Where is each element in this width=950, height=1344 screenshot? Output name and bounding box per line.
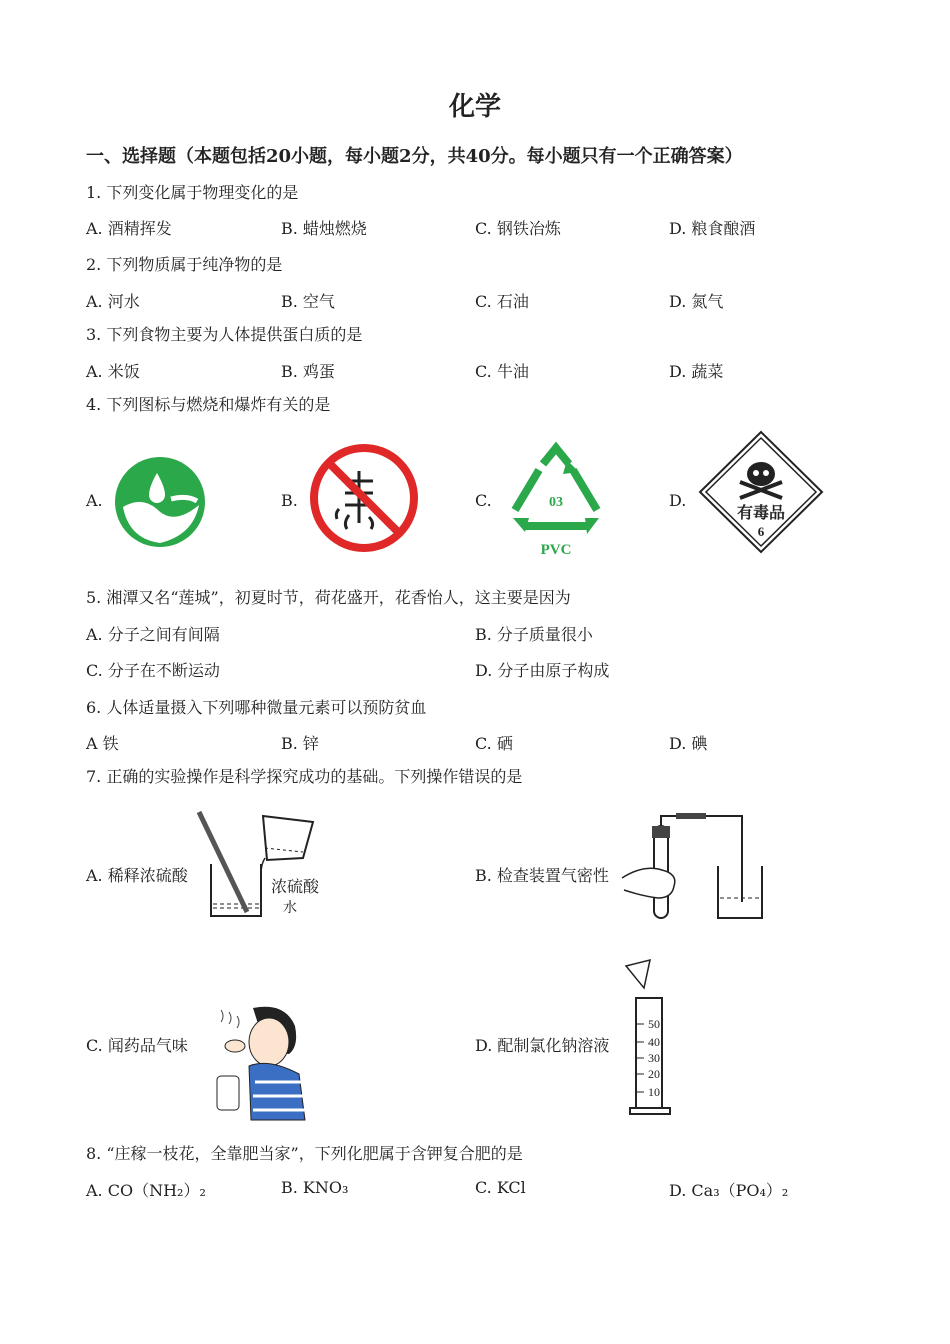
- q3-option-b: B. 鸡蛋: [281, 362, 335, 381]
- q2-option-d: D. 氮气: [669, 292, 724, 311]
- tick-50: 50: [648, 1017, 660, 1031]
- q2-option-b: B. 空气: [281, 292, 335, 311]
- question-4: 4. 下列图标与燃烧和爆炸有关的是: [86, 395, 331, 414]
- q8-option-a: A. CO（NH₂）₂: [86, 1181, 206, 1200]
- q3-option-d: D. 蔬菜: [669, 362, 724, 381]
- q4-option-c: C.: [475, 491, 492, 510]
- q8-option-d: D. Ca₃（PO₄）₂: [669, 1181, 789, 1200]
- section-heading: 一、选择题（本题包括20小题，每小题2分，共40分。每小题只有一个正确答案）: [86, 146, 743, 167]
- question-8: 8. “庄稼一枝花，全靠肥当家”，下列化肥属于含钾复合肥的是: [86, 1144, 523, 1163]
- q1-option-d: D. 粮食酿酒: [669, 219, 756, 238]
- q3-option-c: C. 牛油: [475, 362, 529, 381]
- recycle-icon: [503, 442, 609, 560]
- smelling-figure: [207, 1002, 312, 1122]
- question-3: 3. 下列食物主要为人体提供蛋白质的是: [86, 325, 363, 344]
- no-fireworks-icon: [309, 443, 419, 553]
- q5-option-a: A. 分子之间有间隔: [86, 625, 220, 644]
- q7-option-c: C. 闻药品气味: [86, 1036, 188, 1055]
- q4-option-b: B.: [281, 491, 298, 510]
- dilute-acid-figure: [195, 808, 330, 923]
- question-7: 7. 正确的实验操作是科学探究成功的基础。下列操作错误的是: [86, 767, 523, 786]
- q7-option-d: D. 配制氯化钠溶液: [475, 1036, 610, 1055]
- water-saving-icon: [113, 455, 207, 549]
- question-6: 6. 人体适量摄入下列哪种微量元素可以预防贫血: [86, 698, 427, 717]
- toxic-label: 有毒品: [736, 503, 786, 522]
- question-1: 1. 下列变化属于物理变化的是: [86, 183, 299, 202]
- q5-option-d: D. 分子由原子构成: [475, 661, 610, 680]
- toxic-class: 6: [757, 524, 765, 539]
- q1-option-c: C. 钢铁冶炼: [475, 219, 561, 238]
- q8-option-c: C. KCl: [475, 1178, 526, 1197]
- tick-20: 20: [648, 1067, 660, 1081]
- q1-option-b: B. 蜡烛燃烧: [281, 219, 367, 238]
- q7-option-b: B. 检查装置气密性: [475, 866, 609, 885]
- page-title: 化学: [448, 92, 501, 122]
- water-label: 水: [283, 900, 297, 916]
- tick-30: 30: [648, 1051, 660, 1065]
- q3-option-a: A. 米饭: [86, 362, 140, 381]
- q4-option-a: A.: [86, 491, 103, 510]
- q5-option-c: C. 分子在不断运动: [86, 661, 220, 680]
- q2-option-a: A. 河水: [86, 292, 140, 311]
- q6-option-b: B. 锌: [281, 734, 319, 753]
- acid-label: 浓硫酸: [271, 877, 320, 896]
- recycle-label: PVC: [540, 542, 572, 558]
- q4-option-d: D.: [669, 491, 687, 510]
- q7-option-a: A. 稀释浓硫酸: [86, 866, 188, 885]
- tick-10: 10: [648, 1085, 660, 1099]
- question-2: 2. 下列物质属于纯净物的是: [86, 255, 283, 274]
- question-5: 5. 湘潭又名“莲城”，初夏时节，荷花盛开，花香怡人，这主要是因为: [86, 588, 571, 607]
- q6-option-a: A 铁: [86, 734, 119, 753]
- q2-option-c: C. 石油: [475, 292, 529, 311]
- q6-option-c: C. 硒: [475, 734, 513, 753]
- toxic-icon: [696, 430, 826, 554]
- q1-option-a: A. 酒精挥发: [86, 219, 172, 238]
- q8-option-b: B. KNO₃: [281, 1178, 349, 1197]
- q5-option-b: B. 分子质量很小: [475, 625, 593, 644]
- tick-40: 40: [648, 1035, 660, 1049]
- cylinder-figure: [622, 958, 692, 1120]
- airtightness-figure: [618, 812, 768, 922]
- recycle-code: 03: [549, 495, 563, 510]
- q6-option-d: D. 碘: [669, 734, 708, 753]
